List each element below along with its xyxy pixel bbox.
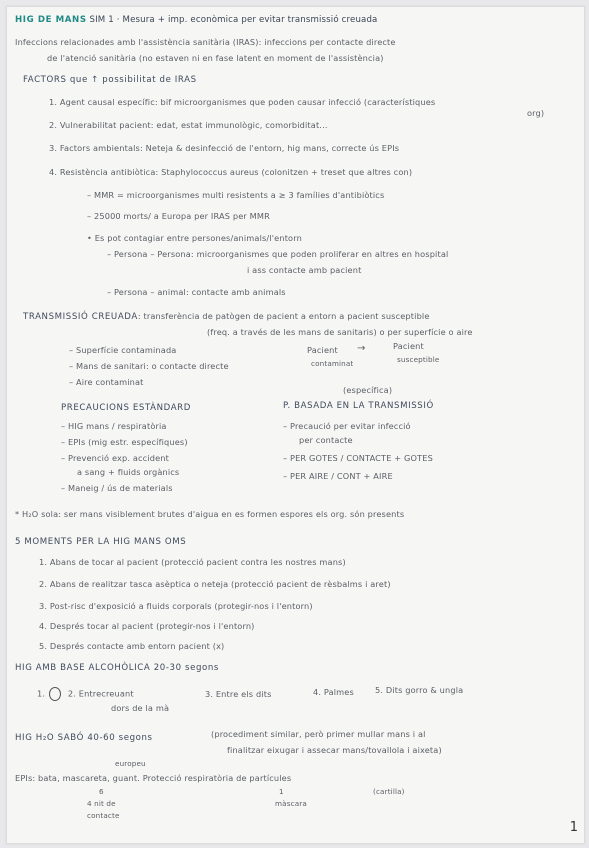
persona-line-3: – Persona – animal: contacte amb animals xyxy=(107,287,286,297)
title-rest: SIM 1 · Mesura + imp. econòmica per evitar transmissió creuada xyxy=(89,15,378,25)
h2o-note: * H₂O sola: ser mans visiblement brutes d'aigua en es formen espores els org. són presents xyxy=(15,509,405,519)
mra-line-3: • Es pot contagiar entre persones/animals/l'entorn xyxy=(87,233,302,243)
factors-org: org) xyxy=(527,108,545,118)
notes-page xyxy=(6,6,585,844)
title-tag: HIG DE MANS xyxy=(15,15,87,25)
basada-item-2: – PER GOTES / CONTACTE + GOTES xyxy=(283,453,433,463)
alcohol-step-4: 4. Palmes xyxy=(313,687,354,697)
precaucions-item-1: – HIG mans / respiratòria xyxy=(61,421,167,431)
epis-sub-3: contacte xyxy=(87,811,120,820)
epis-sub-5: màscara xyxy=(275,799,307,808)
epis-sub-2: 4 nit de xyxy=(87,799,116,808)
mra-line-2: – 25000 morts/ a Europa per IRAS per MMR xyxy=(87,211,270,221)
transmissio-item-3: – Aire contaminat xyxy=(69,377,144,387)
alcohol-step-3: 3. Entre els dits xyxy=(205,689,272,699)
especifica-note: (específica) xyxy=(343,385,393,395)
precaucions-heading: PRECAUCIONS ESTÀNDARD xyxy=(61,403,191,413)
h2o-sabo-line-1: (procediment similar, però primer mullar mans i al xyxy=(211,729,426,739)
diagram-pacient-b-sub: susceptible xyxy=(397,355,440,364)
epis-over: europeu xyxy=(115,759,146,768)
intro-line-2: de l'atenció sanitària (no estaven ni en fase latent en moment de l'assistència) xyxy=(47,53,384,63)
mra-line-1: – MMR = microorganismes multi resistents a ≥ 3 famílies d'antibiòtics xyxy=(87,190,385,200)
factors-item-2: 2. Vulnerabilitat pacient: edat, estat immunològic, comorbiditat... xyxy=(49,120,328,130)
basada-item-1b: per contacte xyxy=(299,435,353,445)
factors-item-4: 4. Resistència antibiòtica: Staphylococcus aureus (colonitzen + treset que altres con) xyxy=(49,167,413,177)
intro-line-1: Infeccions relacionades amb l'assistència sanitària (IRAS): infeccions per contacte directe xyxy=(15,37,396,47)
alcohol-step-1: 1. xyxy=(37,688,46,699)
precaucions-item-4: – Maneig / ús de materials xyxy=(61,483,173,493)
page-title xyxy=(15,15,377,25)
epis-line: EPIs: bata, mascareta, guant. Protecció respiratòria de partícules xyxy=(15,773,292,783)
precaucions-item-3b: a sang + fluids orgànics xyxy=(77,467,180,477)
transmissio-def: : transferència de patògen de pacient a entorn a pacient susceptible xyxy=(137,311,430,321)
persona-line-1: – Persona – Persona: microorganismes que poden proliferar en altres en hospital xyxy=(107,249,449,259)
alcohol-step-5: 5. Dits gorro & ungla xyxy=(375,685,464,695)
factors-item-1: 1. Agent causal específic: bif microorganismes que poden causar infecció (característiques xyxy=(49,97,436,107)
diagram-pacient-a: Pacient xyxy=(307,345,338,355)
diagram-arrow-icon: → xyxy=(357,343,366,354)
transmissio-line-2: (freq. a través de les mans de sanitaris) o per superfície o aire xyxy=(207,327,473,337)
h2o-sabo-heading: HIG H₂O SABÓ 40-60 segons xyxy=(15,733,153,743)
basada-item-3: – PER AIRE / CONT + AIRE xyxy=(283,471,393,481)
epis-sub-6: (cartilla) xyxy=(373,787,405,796)
moments-item-5: 5. Després contacte amb entorn pacient (x) xyxy=(39,641,225,651)
diagram-pacient-a-sub: contaminat xyxy=(311,359,354,368)
h2o-sabo-line-2: finalitzar eixugar i assecar mans/tovallola i aixeta) xyxy=(227,745,442,755)
transmissio-basada-heading: P. BASADA EN LA TRANSMISSIÓ xyxy=(283,401,434,411)
moments-heading: 5 MOMENTS PER LA HIG MANS OMS xyxy=(15,537,187,547)
moments-item-4: 4. Després tocar al pacient (protegir-nos i l'entorn) xyxy=(39,621,255,631)
alcohol-step-2b: dors de la mà xyxy=(111,703,170,713)
persona-line-2: i ass contacte amb pacient xyxy=(247,265,362,275)
page-number: 1 xyxy=(569,820,578,835)
factors-heading: FACTORS que ↑ possibilitat de IRAS xyxy=(23,75,197,85)
moments-item-1: 1. Abans de tocar al pacient (protecció pacient contra les nostres mans) xyxy=(39,557,346,567)
transmissio-item-1: – Superfície contaminada xyxy=(69,345,177,355)
precaucions-item-3: – Prevenció exp. accident xyxy=(61,453,169,463)
transmissio-heading: TRANSMISSIÓ CREUADA xyxy=(23,312,138,322)
alcohol-heading: HIG AMB BASE ALCOHÒLICA 20-30 segons xyxy=(15,663,219,673)
alcohol-steps xyxy=(37,687,134,701)
epis-sub-1: 6 xyxy=(99,787,104,796)
epis-sub-4: 1 xyxy=(279,787,284,796)
basada-item-1: – Precaució per evitar infecció xyxy=(283,421,411,431)
precaucions-item-2: – EPIs (mig estr. específiques) xyxy=(61,437,188,447)
transmissio-line-1 xyxy=(23,311,430,322)
circle-icon xyxy=(49,687,61,701)
moments-item-2: 2. Abans de realitzar tasca asèptica o neteja (protecció pacient de rèsbalms i aret) xyxy=(39,579,391,589)
moments-item-3: 3. Post-risc d'exposició a fluids corporals (protegir-nos i l'entorn) xyxy=(39,601,313,611)
alcohol-step-2: 2. Entrecreuant xyxy=(67,688,134,699)
factors-item-3: 3. Factors ambientals: Neteja & desinfecció de l'entorn, hig mans, correcte ús EPIs xyxy=(49,143,400,153)
diagram-pacient-b: Pacient xyxy=(393,341,424,351)
transmissio-item-2: – Mans de sanitari: o contacte directe xyxy=(69,361,229,371)
